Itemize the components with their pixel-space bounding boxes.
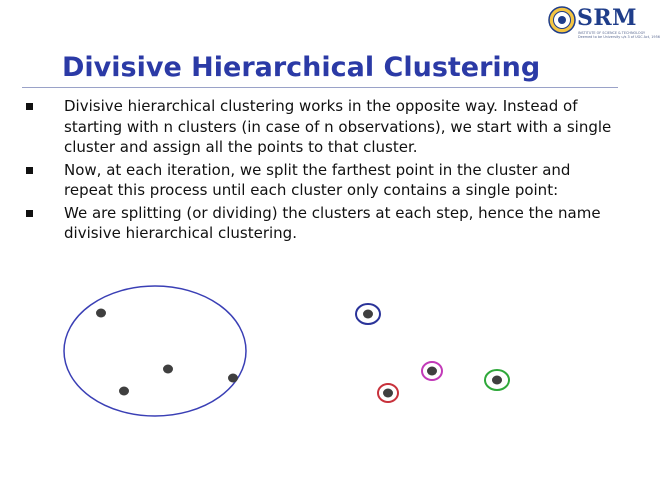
data-point: [96, 309, 106, 318]
srm-logo: [548, 4, 660, 40]
logo-tagline-1: INSTITUTE OF SCIENCE & TECHNOLOGY: [578, 31, 646, 35]
clustering-diagram: [0, 270, 638, 470]
data-point: [119, 387, 129, 396]
bullet-text: Divisive hierarchical clustering works in the opposite way. Instead of starting with n clusters (in case of n observations), we start with a single cluster and assign all the points to that cluster.: [64, 97, 612, 156]
logo-tagline-2: Deemed to be University u/s 3 of UGC Act, 1956: [578, 35, 660, 39]
srm-seal-icon: [548, 4, 576, 38]
data-point: [363, 310, 373, 319]
bullet-square-icon: [26, 210, 33, 217]
bullet-item: [26, 160, 616, 201]
initial-cluster-ellipse: [64, 286, 246, 416]
bullet-square-icon: [26, 167, 33, 174]
data-point: [427, 367, 437, 376]
bullet-item: [26, 203, 616, 244]
bullet-text: We are splitting (or dividing) the clusters at each step, hence the name divisive hierarchical clustering.: [64, 203, 601, 242]
bullet-item: [26, 96, 616, 158]
slide-title: Divisive Hierarchical Clustering: [62, 52, 541, 83]
bullet-square-icon: [26, 103, 33, 110]
data-point: [163, 365, 173, 374]
data-point: [228, 374, 238, 383]
bullet-text: Now, at each iteration, we split the farthest point in the cluster and repeat this process until each cluster only contains a single point:: [64, 160, 571, 199]
data-point: [492, 376, 502, 385]
logo-wordmark: SRM: [577, 5, 638, 31]
data-point: [383, 389, 393, 398]
title-underline: [22, 87, 618, 88]
bullet-list: [26, 96, 616, 246]
